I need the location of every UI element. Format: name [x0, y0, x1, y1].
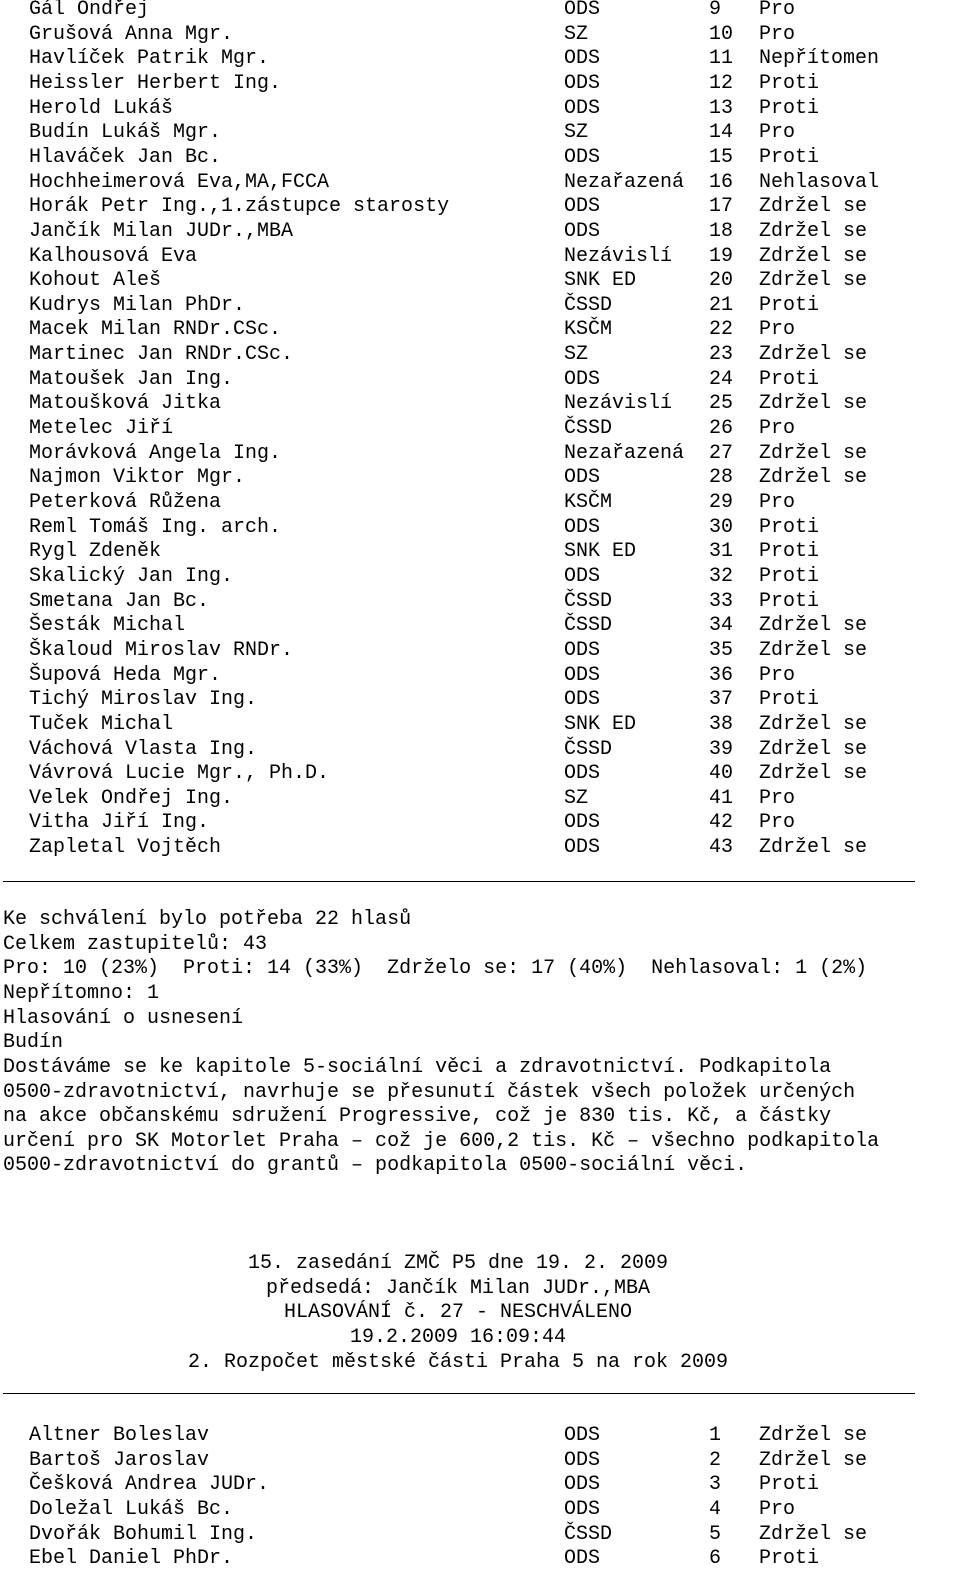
table-row [0, 417, 960, 441]
member-number: 20 [709, 269, 734, 293]
table-row [0, 664, 960, 688]
member-party: ČSSD [564, 293, 613, 317]
table-row [0, 762, 960, 786]
member-party: KSČM [564, 318, 613, 342]
session-title: 15. zasedání ZMČ P5 dne 19. 2. 2009 [247, 1252, 669, 1275]
table-row [0, 565, 960, 589]
member-vote: Pro [759, 663, 796, 687]
member-name: Češková Andrea JUDr. [29, 1473, 270, 1497]
vote-datetime: 19.2.2009 16:09:44 [349, 1326, 567, 1349]
member-vote: Zdržel se [759, 441, 868, 465]
member-name: Budín Lukáš Mgr. [29, 121, 222, 145]
member-party: ODS [564, 663, 601, 687]
table-row [0, 614, 960, 638]
member-number: 1 [709, 1424, 722, 1447]
table-row [0, 713, 960, 737]
member-name: Zapletal Vojtěch [29, 836, 222, 860]
member-vote: Proti [759, 688, 820, 712]
member-vote: Proti [759, 293, 820, 317]
member-vote: Zdržel se [759, 195, 868, 219]
member-name: Šupová Heda Mgr. [29, 663, 222, 687]
member-name: Tichý Miroslav Ing. [29, 688, 258, 712]
table-row [0, 442, 960, 466]
member-party: ODS [564, 47, 601, 71]
member-number: 6 [709, 1547, 722, 1571]
member-vote: Proti [759, 96, 820, 120]
member-vote: Pro [759, 1497, 796, 1521]
table-row [0, 1449, 960, 1473]
member-number: 27 [709, 441, 734, 465]
member-number: 36 [709, 663, 734, 687]
table-row [0, 294, 960, 318]
member-number: 10 [709, 22, 734, 46]
member-name: Doležal Lukáš Bc. [29, 1497, 234, 1521]
member-vote: Pro [759, 318, 796, 342]
member-name: Jančík Milan JUDr.,MBA [29, 219, 294, 243]
speech-line: určení pro SK Motorlet Praha – což je 600,2 tis. Kč – všechno podkapitola [3, 1130, 880, 1153]
member-party: ODS [564, 836, 601, 860]
table-row [0, 1424, 960, 1448]
member-number: 26 [709, 417, 734, 441]
member-vote: Nehlasoval [759, 170, 880, 194]
member-number: 43 [709, 836, 734, 860]
table-row [0, 121, 960, 145]
member-name: Reml Tomáš Ing. arch. [29, 515, 282, 539]
member-name: Hlaváček Jan Bc. [29, 145, 222, 169]
table-row [0, 1547, 960, 1571]
member-party: Nezávislí [564, 244, 673, 268]
member-number: 41 [709, 786, 734, 810]
member-name: Altner Boleslav [29, 1424, 210, 1447]
table-row [0, 787, 960, 811]
table-row [0, 368, 960, 392]
member-number: 14 [709, 121, 734, 145]
member-name: Škaloud Miroslav RNDr. [29, 638, 294, 662]
member-party: ODS [564, 638, 601, 662]
member-name: Velek Ondřej Ing. [29, 786, 234, 810]
member-vote: Proti [759, 515, 820, 539]
table-row [0, 392, 960, 416]
member-vote: Proti [759, 367, 820, 391]
member-party: ODS [564, 762, 601, 786]
member-vote: Zdržel se [759, 614, 868, 638]
member-number: 32 [709, 564, 734, 588]
member-vote: Pro [759, 22, 796, 46]
member-vote: Pro [759, 786, 796, 810]
vote-result-heading: HLASOVÁNÍ č. 27 - NESCHVÁLENO [283, 1301, 633, 1324]
member-number: 24 [709, 367, 734, 391]
member-name: Matoušek Jan Ing. [29, 367, 234, 391]
member-party: ODS [564, 96, 601, 120]
member-party: ODS [564, 0, 601, 21]
member-number: 4 [709, 1497, 722, 1521]
member-party: ODS [564, 219, 601, 243]
member-number: 30 [709, 515, 734, 539]
member-party: ODS [564, 688, 601, 712]
member-party: ODS [564, 1448, 601, 1472]
member-vote: Proti [759, 540, 820, 564]
member-number: 31 [709, 540, 734, 564]
member-number: 19 [709, 244, 734, 268]
table-row [0, 47, 960, 71]
member-number: 21 [709, 293, 734, 317]
member-party: Nezávislí [564, 392, 673, 416]
member-vote: Zdržel se [759, 219, 868, 243]
member-party: SZ [564, 786, 589, 810]
member-vote: Zdržel se [759, 836, 868, 860]
table-row [0, 220, 960, 244]
section-heading: Hlasování o usnesení [3, 1007, 244, 1030]
member-party: ODS [564, 1497, 601, 1521]
speech-line: 0500-zdravotnictví do grantů – podkapitola 0500-sociální věci. [3, 1154, 748, 1177]
member-party: ČSSD [564, 1522, 613, 1546]
member-party: SNK ED [564, 269, 637, 293]
member-number: 29 [709, 491, 734, 514]
table-row [0, 540, 960, 564]
table-row [0, 466, 960, 490]
member-number: 2 [709, 1448, 722, 1472]
member-party: ODS [564, 71, 601, 95]
speaker-name: Budín [3, 1031, 64, 1054]
member-vote: Zdržel se [759, 712, 868, 736]
member-name: Horák Petr Ing.,1.zástupce starosty [29, 195, 450, 219]
member-name: Hochheimerová Eva,MA,FCCA [29, 170, 330, 194]
member-vote: Zdržel se [759, 762, 868, 786]
member-party: ODS [564, 195, 601, 219]
table-row [0, 491, 960, 515]
separator-rule [3, 881, 915, 882]
member-name: Kudrys Milan PhDr. [29, 293, 246, 317]
table-row [0, 811, 960, 835]
member-number: 35 [709, 638, 734, 662]
member-name: Peterková Růžena [29, 491, 222, 514]
member-vote: Zdržel se [759, 638, 868, 662]
table-row [0, 688, 960, 712]
member-number: 37 [709, 688, 734, 712]
total-members: Celkem zastupitelů: 43 [3, 933, 268, 956]
member-number: 25 [709, 392, 734, 416]
member-number: 39 [709, 737, 734, 761]
member-number: 40 [709, 762, 734, 786]
member-party: ČSSD [564, 417, 613, 441]
member-number: 38 [709, 712, 734, 736]
member-name: Smetana Jan Bc. [29, 589, 210, 613]
member-vote: Proti [759, 564, 820, 588]
member-party: ODS [564, 515, 601, 539]
member-party: ČSSD [564, 737, 613, 761]
absent-count: Nepřítomno: 1 [3, 982, 160, 1005]
votes-needed: Ke schválení bylo potřeba 22 hlasů [3, 908, 412, 931]
table-row [0, 639, 960, 663]
member-name: Šesták Michal [29, 614, 186, 638]
member-party: SZ [564, 22, 589, 46]
member-vote: Pro [759, 0, 796, 21]
member-name: Váchová Vlasta Ing. [29, 737, 258, 761]
member-party: ČSSD [564, 614, 613, 638]
member-vote: Pro [759, 811, 796, 835]
member-party: ODS [564, 367, 601, 391]
member-name: Matoušková Jitka [29, 392, 222, 416]
member-party: ODS [564, 1547, 601, 1571]
member-name: Bartoš Jaroslav [29, 1448, 210, 1472]
member-name: Metelec Jiří [29, 417, 174, 441]
member-vote: Zdržel se [759, 1424, 868, 1447]
member-party: Nezařazená [564, 170, 685, 194]
member-party: SZ [564, 121, 589, 145]
member-vote: Zdržel se [759, 244, 868, 268]
member-name: Dvořák Bohumil Ing. [29, 1522, 258, 1546]
member-name: Skalický Jan Ing. [29, 564, 234, 588]
member-party: ČSSD [564, 589, 613, 613]
member-number: 18 [709, 219, 734, 243]
member-name: Martinec Jan RNDr.CSc. [29, 343, 294, 367]
member-vote: Zdržel se [759, 392, 868, 416]
table-row [0, 195, 960, 219]
table-row [0, 1523, 960, 1547]
member-number: 13 [709, 96, 734, 120]
member-name: Najmon Viktor Mgr. [29, 466, 246, 490]
member-number: 16 [709, 170, 734, 194]
member-number: 9 [709, 0, 722, 21]
table-row [0, 590, 960, 614]
table-row [0, 0, 960, 22]
member-name: Havlíček Patrik Mgr. [29, 47, 270, 71]
member-vote: Proti [759, 589, 820, 613]
member-name: Kalhousová Eva [29, 244, 198, 268]
member-number: 33 [709, 589, 734, 613]
member-vote: Proti [759, 1547, 820, 1571]
member-vote: Zdržel se [759, 1522, 868, 1546]
member-party: ODS [564, 564, 601, 588]
member-vote: Pro [759, 491, 796, 514]
member-vote: Proti [759, 145, 820, 169]
table-row [0, 836, 960, 860]
member-party: ODS [564, 1424, 601, 1447]
member-number: 23 [709, 343, 734, 367]
member-party: ODS [564, 811, 601, 835]
member-vote: Zdržel se [759, 466, 868, 490]
table-row [0, 343, 960, 367]
member-number: 15 [709, 145, 734, 169]
member-vote: Zdržel se [759, 269, 868, 293]
table-row [0, 171, 960, 195]
table-row [0, 146, 960, 170]
member-number: 42 [709, 811, 734, 835]
speech-line: Dostáváme se ke kapitole 5-sociální věci a zdravotnictví. Podkapitola [3, 1056, 832, 1079]
member-party: SZ [564, 343, 589, 367]
member-name: Rygl Zdeněk [29, 540, 162, 564]
member-name: Macek Milan RNDr.CSc. [29, 318, 282, 342]
vote-tally: Pro: 10 (23%) Proti: 14 (33%) Zdrželo se: 17 (40%) Nehlasoval: 1 (2%) [3, 957, 868, 980]
member-vote: Nepřítomen [759, 47, 880, 71]
member-number: 17 [709, 195, 734, 219]
member-vote: Pro [759, 121, 796, 145]
table-row [0, 1498, 960, 1522]
table-row [0, 72, 960, 96]
member-name: Vitha Jiří Ing. [29, 811, 210, 835]
member-vote: Proti [759, 71, 820, 95]
table-row [0, 516, 960, 540]
table-row [0, 269, 960, 293]
table-row [0, 318, 960, 342]
speech-line: na akce občanskému sdružení Progressive, což je 830 tis. Kč, a částky [3, 1105, 832, 1128]
agenda-item: 2. Rozpočet městské části Praha 5 na rok 2009 [187, 1351, 729, 1374]
member-name: Tuček Michal [29, 712, 174, 736]
member-party: SNK ED [564, 540, 637, 564]
member-number: 34 [709, 614, 734, 638]
member-name: Herold Lukáš [29, 96, 174, 120]
member-vote: Pro [759, 417, 796, 441]
member-party: SNK ED [564, 712, 637, 736]
member-number: 3 [709, 1473, 722, 1497]
table-row [0, 245, 960, 269]
member-name: Gál Ondřej [29, 0, 150, 21]
table-row [0, 738, 960, 762]
member-party: ODS [564, 466, 601, 490]
member-vote: Proti [759, 1473, 820, 1497]
member-vote: Zdržel se [759, 737, 868, 761]
session-chair: předsedá: Jančík Milan JUDr.,MBA [265, 1277, 651, 1300]
member-vote: Zdržel se [759, 1448, 868, 1472]
member-number: 22 [709, 318, 734, 342]
separator-rule [3, 1393, 915, 1394]
member-name: Vávrová Lucie Mgr., Ph.D. [29, 762, 330, 786]
member-name: Ebel Daniel PhDr. [29, 1547, 234, 1571]
table-row [0, 97, 960, 121]
member-name: Grušová Anna Mgr. [29, 22, 234, 46]
member-number: 28 [709, 466, 734, 490]
member-party: ODS [564, 145, 601, 169]
member-name: Morávková Angela Ing. [29, 441, 282, 465]
member-name: Heissler Herbert Ing. [29, 71, 282, 95]
member-number: 5 [709, 1522, 722, 1546]
member-party: Nezařazená [564, 441, 685, 465]
member-party: ODS [564, 1473, 601, 1497]
member-vote: Zdržel se [759, 343, 868, 367]
table-row [0, 23, 960, 47]
member-party: KSČM [564, 491, 613, 514]
member-number: 12 [709, 71, 734, 95]
speech-line: 0500-zdravotnictví, navrhuje se přesunutí částek všech položek určených [3, 1081, 856, 1104]
member-number: 11 [709, 47, 734, 71]
member-name: Kohout Aleš [29, 269, 162, 293]
table-row [0, 1473, 960, 1497]
